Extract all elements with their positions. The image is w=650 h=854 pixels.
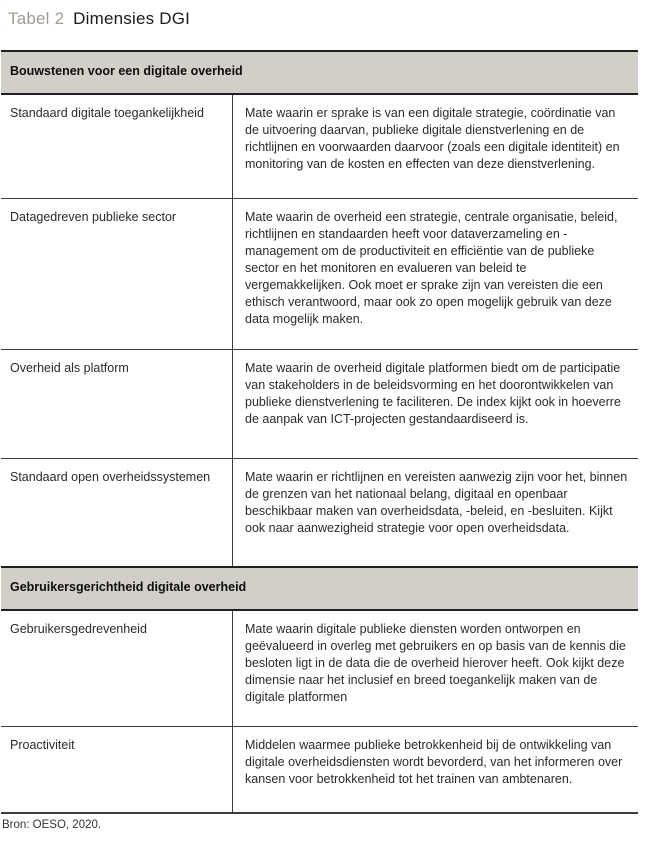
source-note: Bron: OESO, 2020. [2, 819, 102, 831]
dimension-description: Middelen waarmee publieke betrokkenheid bij de ontwikkeling van digitale overheidsdiensten wordt bevorderd, van het informeren over kansen voor betrokkenheid tot het trainen van ambtenaren. [245, 738, 623, 786]
table-row [1, 349, 638, 458]
dimension-term: Proactiviteit [1, 727, 233, 812]
table-row [1, 458, 638, 566]
dimensies-dgi-table [1, 50, 638, 814]
section-header-bouwstenen: Bouwstenen voor een digitale overheid [1, 50, 638, 95]
dimension-term: Standaard open overheidssystemen [1, 459, 233, 566]
table-caption-title: Dimensies DGI [73, 9, 191, 28]
dimension-description: Mate waarin de overheid digitale platformen biedt om de participatie van stakeholders in de beleidsvorming en het doorontwikkelen van publieke dienstverlening te faciliteren. De index kijkt ook in hoeverre de aanpak van ICT-projecten gestandaardiseerd is. [245, 361, 621, 426]
document-page [0, 9, 650, 854]
table-caption-number: Tabel 2 [8, 9, 65, 28]
dimension-description: Mate waarin er richtlijnen en vereisten aanwezig zijn voor het, binnen de grenzen van het nationaal belang, digitaal en openbaar beschikbaar maken van overheidsdata, -beleid, en -besluiten. Kijkt ook naar aanwezigheid strategie voor open overheidsdata. [245, 470, 628, 535]
dimension-term: Gebruikersgedrevenheid [1, 611, 233, 726]
section-header-gebruikersgerichtheid: Gebruikersgerichtheid digitale overheid [1, 566, 638, 611]
table-caption [8, 9, 650, 29]
dimension-term: Datagedreven publieke sector [1, 199, 233, 349]
dimension-description: Mate waarin de overheid een strategie, centrale organisatie, beleid, richtlijnen en standaarden heeft voor dataverzameling en -management om de productiviteit en efficiëntie van de publieke sector en het monitoren en evalueren van beleid te vergemakkelijken. Ook moet er sprake zijn van vereisten die een ethisch verantwoord, maar ook zo open mogelijk gebruik van deze data mogelijk maken. [245, 210, 618, 326]
dimension-description: Mate waarin digitale publieke diensten worden ontworpen en geëvalueerd in overleg met gebruikers en op basis van de kennis die besloten ligt in de data die de overheid hierover heeft. Ook kijkt deze dimensie naar het inclusief en breed toegankelijk maken van de digitale platformen [245, 622, 626, 704]
table-row [1, 611, 638, 726]
dimension-term: Standaard digitale toegankelijkheid [1, 95, 233, 198]
dimension-description: Mate waarin er sprake is van een digitale strategie, coördinatie van de uitvoering daarvan, publieke digitale dienstverlening en de richtlijnen en voorwaarden daarvoor (zoals een digitale identiteit) en monitoring van de kosten en effecten van deze dienstverlening. [245, 106, 620, 171]
table-row [1, 726, 638, 812]
dimension-term: Overheid als platform [1, 350, 233, 458]
table-row [1, 198, 638, 349]
table-row [1, 95, 638, 198]
